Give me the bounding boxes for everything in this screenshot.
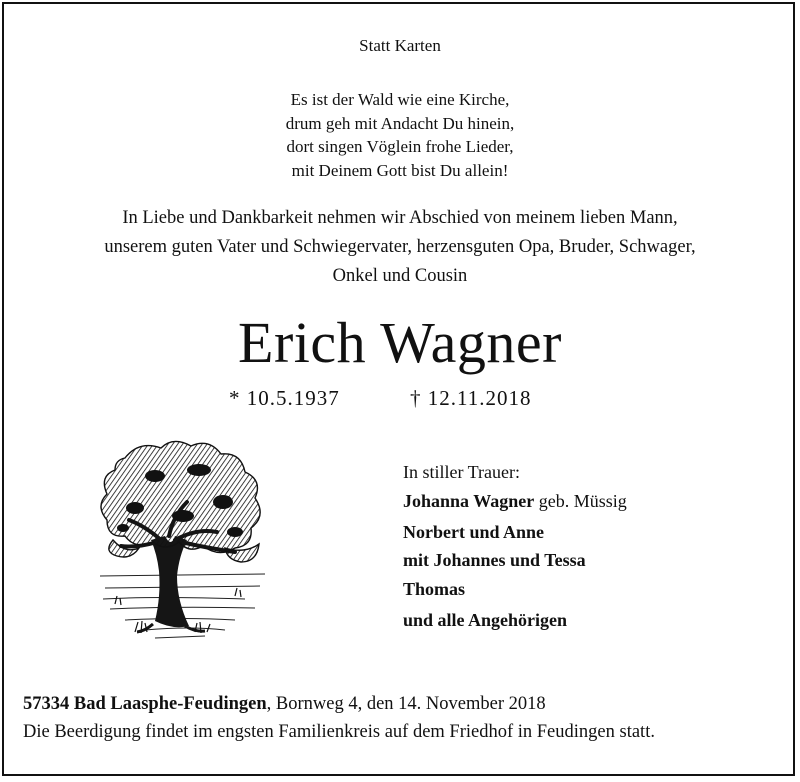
statt-karten-label: Statt Karten (359, 36, 441, 55)
poem-line: dort singen Vöglein frohe Lieder, (286, 137, 514, 156)
mourner-line: Thomas (403, 579, 466, 599)
location-name: 57334 Bad Laasphe-Feudingen (23, 694, 267, 714)
death-date: † 12.11.2018 (410, 386, 532, 410)
address-date: , Bornweg 4, den 14. November 2018 (266, 694, 546, 714)
deceased-name: Erich Wagner (238, 310, 562, 375)
mourner-line: und alle Angehörigen (403, 610, 568, 630)
mourner-line: mit Johannes und Tessa (403, 550, 586, 570)
intro-line: Onkel und Cousin (332, 266, 468, 286)
mourner-line: Norbert und Anne (403, 522, 545, 542)
funeral-notice: Die Beerdigung findet im engsten Familienkreis auf dem Friedhof in Feudingen statt. (23, 722, 655, 742)
poem (0, 88, 800, 182)
mourners-list (403, 460, 627, 633)
birth-date: * 10.5.1937 (229, 386, 340, 410)
poem-line: mit Deinem Gott bist Du allein! (291, 160, 509, 180)
poem-line: Es ist der Wald wie eine Kirche, (290, 90, 510, 109)
intro-text (0, 204, 800, 291)
intro-line: unserem guten Vater und Schwiegervater, herzensguten Opa, Bruder, Schwager, (104, 237, 696, 257)
widow-maiden-name: geb. Müssig (534, 491, 627, 511)
poem-line: drum geh mit Andacht Du hinein, (285, 113, 515, 133)
mourners-heading: In stiller Trauer: (403, 462, 520, 482)
location-date-line (23, 694, 546, 715)
intro-line: In Liebe und Dankbarkeit nehmen wir Abschied von meinem lieben Mann, (122, 208, 678, 228)
oak-tree-icon (95, 436, 270, 644)
widow-name: Johanna Wagner (403, 491, 535, 511)
mourner-widow (403, 488, 627, 514)
